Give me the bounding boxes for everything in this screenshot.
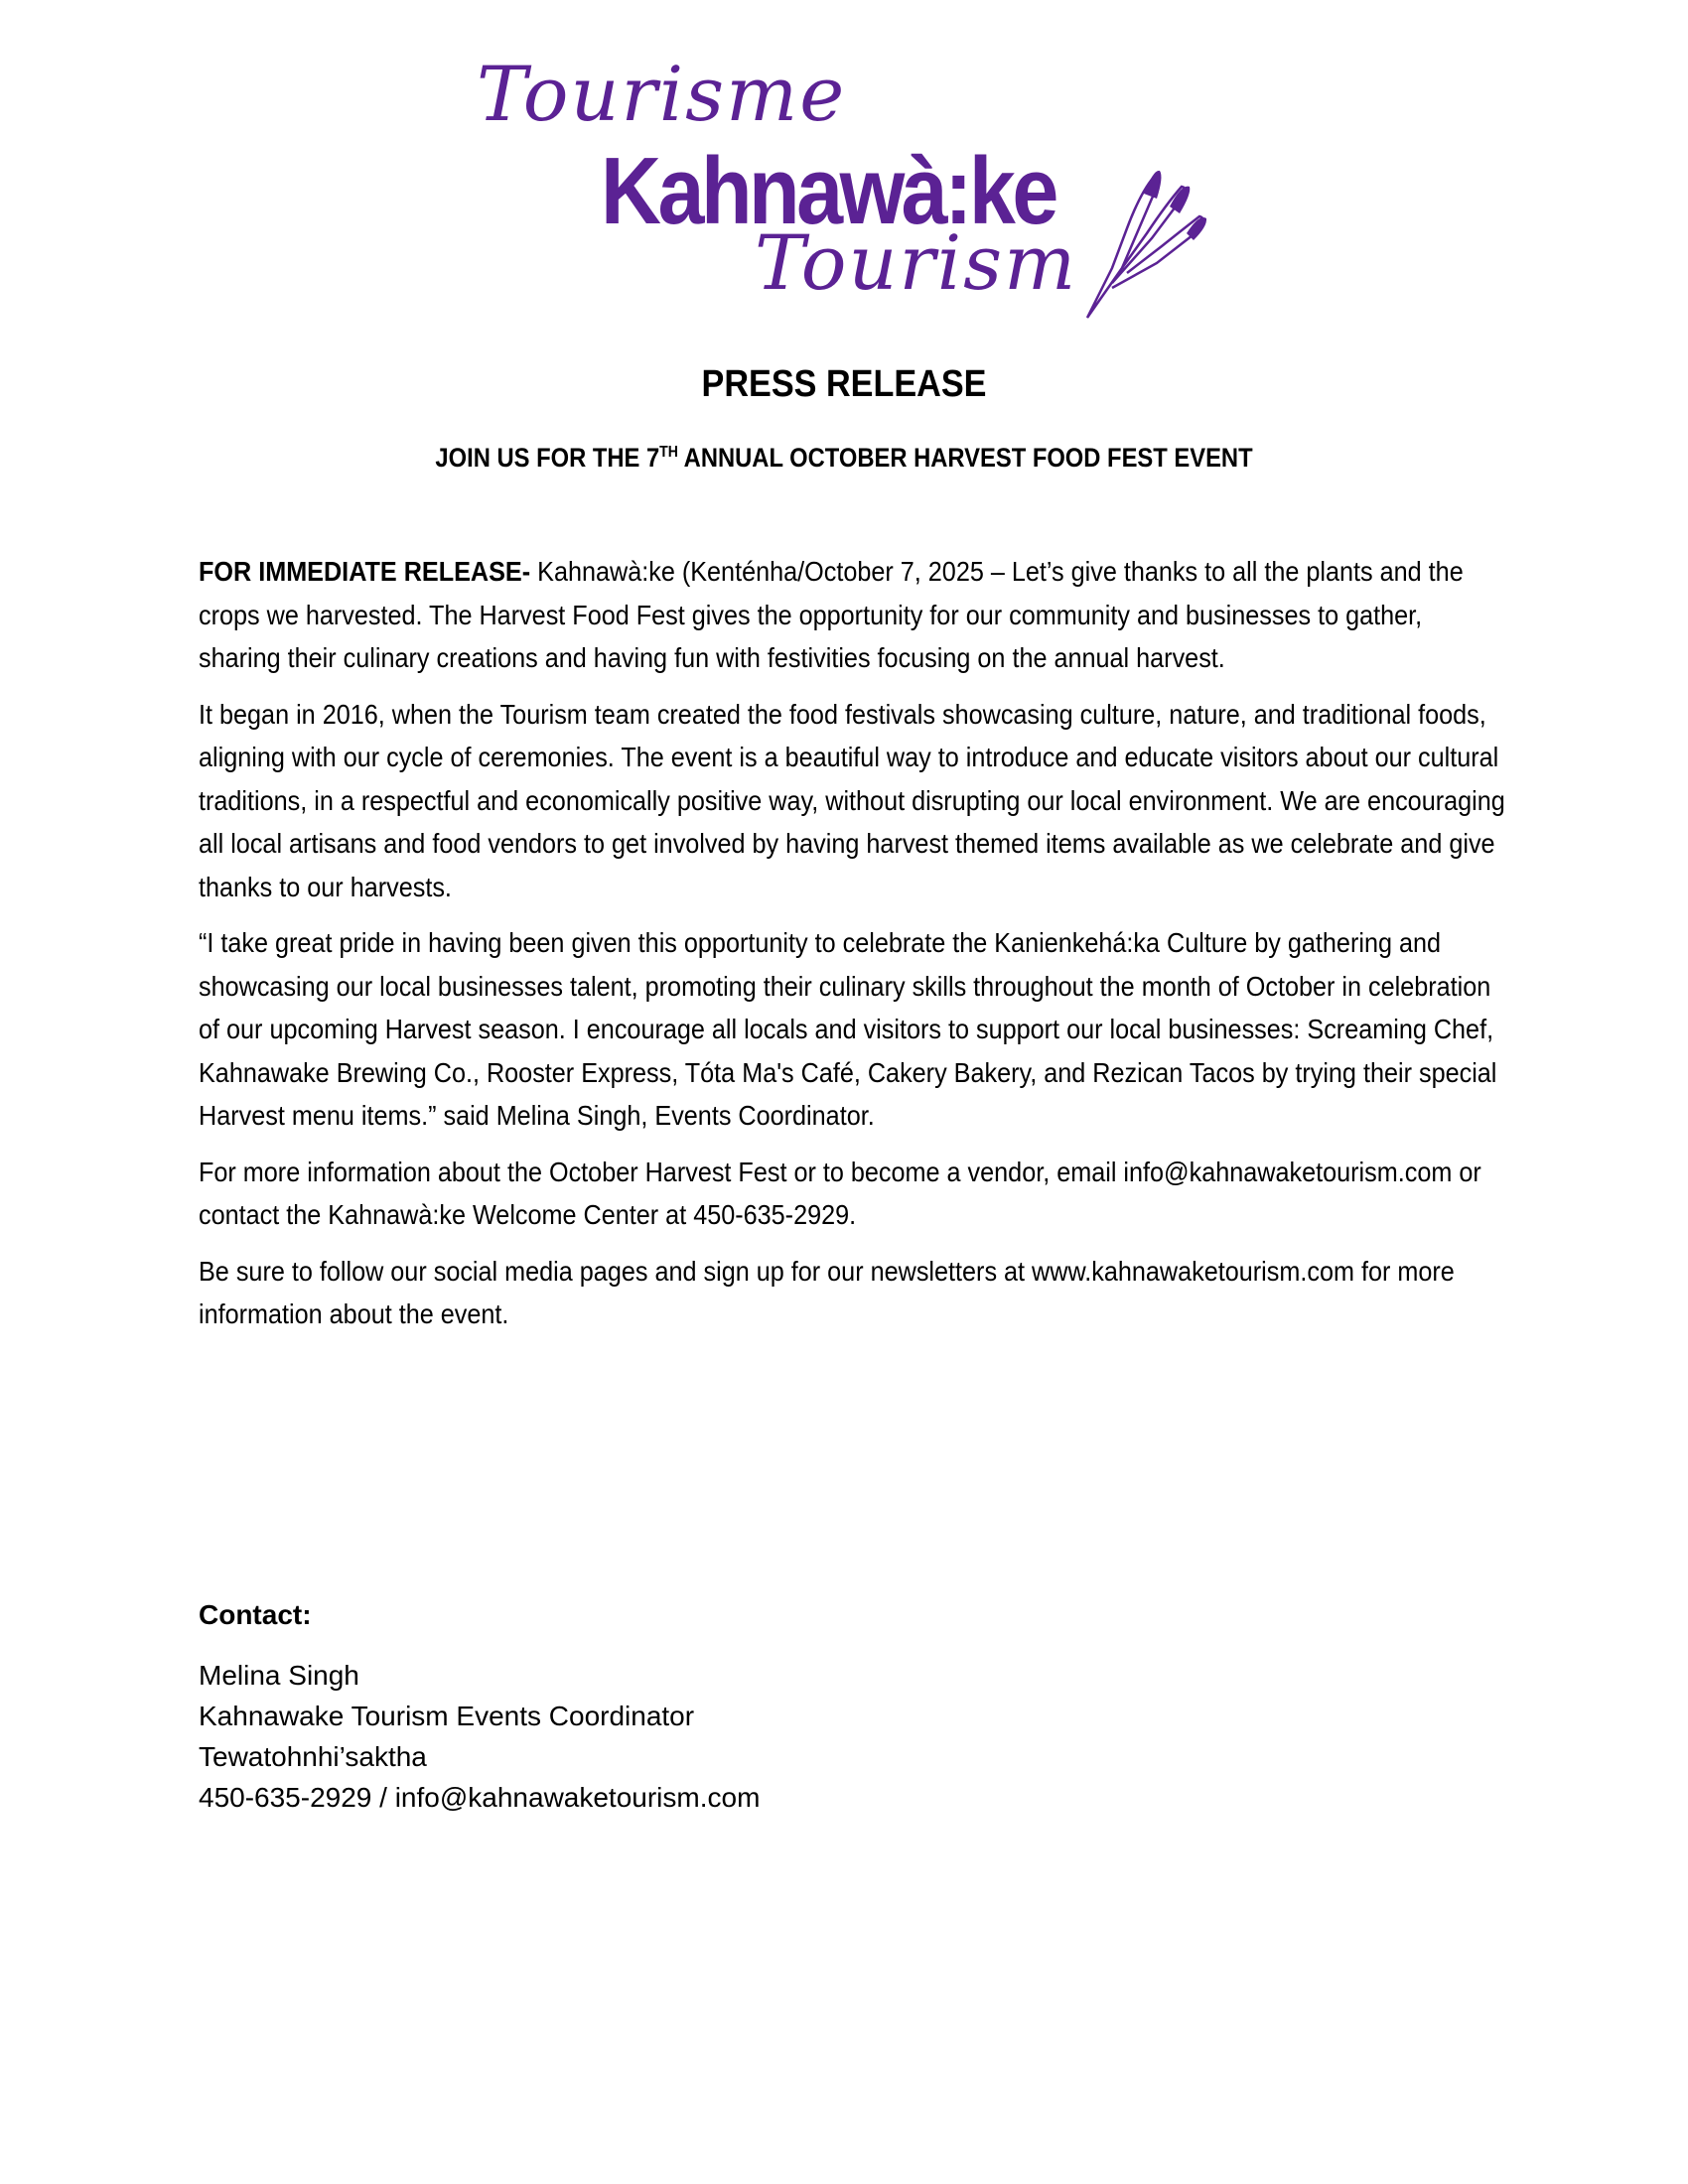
page-title: PRESS RELEASE	[701, 363, 987, 405]
release-lead: FOR IMMEDIATE RELEASE-	[199, 556, 531, 587]
paragraph-intro	[199, 550, 1508, 680]
contact-label: Contact:	[199, 1599, 312, 1630]
contact-name: Melina Singh	[199, 1660, 359, 1691]
paragraph-social: Be sure to follow our social media pages and sign up for our newsletters at www.kahnawaketourism.com for more information about the event.	[199, 1255, 1455, 1329]
subtitle-text: JOIN US FOR THE 7	[435, 443, 660, 473]
logo-brand-text: Kahnawà:ke	[601, 138, 1055, 244]
contact-block	[199, 1594, 760, 1818]
contact-phone-email: 450-635-2929 / info@kahnawaketourism.com	[199, 1782, 761, 1813]
paragraph-info: For more information about the October Harvest Fest or to become a vendor, email info@kahnawaketourism.com or contact the Kahnawà:ke Welcome Center at 450-635-2929.	[199, 1156, 1481, 1230]
feathers-icon	[1082, 159, 1221, 328]
page-subtitle	[101, 443, 1587, 474]
logo-tourism-text: Tourism	[755, 218, 1078, 307]
contact-role: Kahnawake Tourism Events Coordinator	[199, 1701, 695, 1731]
tourism-logo	[467, 50, 1241, 328]
paragraph-history: It began in 2016, when the Tourism team created the food festivals showcasing culture, nature, and traditional foods, aligning with our cycle of ceremonies. The event is a beautiful way to introduce and educate visitors about our cultural traditions, in a respectful and economically positive way, without disrupting our local environment. We are encouraging all local artisans and food vendors to get involved by having harvest themed items available as we celebrate and give thanks to our harvests.	[199, 698, 1505, 902]
contact-native-name: Tewatohnhi’saktha	[199, 1741, 427, 1772]
subtitle-superscript: TH	[659, 444, 678, 461]
logo-tourisme-text: Tourisme	[477, 50, 847, 138]
intro-text: Kahnawà:ke (Kenténha/October 7, 2025 – Let’s give thanks to all the plants and the crops we harvested. The Harvest Food Fest gives the opportunity for our community and businesses to gather, sharing their culinary creations and having fun with festivities focusing on the annual harvest.	[199, 556, 1464, 673]
paragraph-quote: “I take great pride in having been given this opportunity to celebrate the Kanienkehá:ka Culture by gathering and showcasing our local businesses talent, promoting their culinary skills throughout the month of October in celebration of our upcoming Harvest season. I encourage all locals and visitors to support our local businesses: Screaming Chef, Kahnawake Brewing Co., Rooster Express, Tóta Ma's Café, Cakery Bakery, and Rezican Tacos by trying their special Harvest menu items.” said Melina Singh, Events Coordinator.	[199, 927, 1497, 1131]
press-release-body	[199, 550, 1509, 1349]
subtitle-text-rest: ANNUAL OCTOBER HARVEST FOOD FEST EVENT	[677, 443, 1253, 473]
